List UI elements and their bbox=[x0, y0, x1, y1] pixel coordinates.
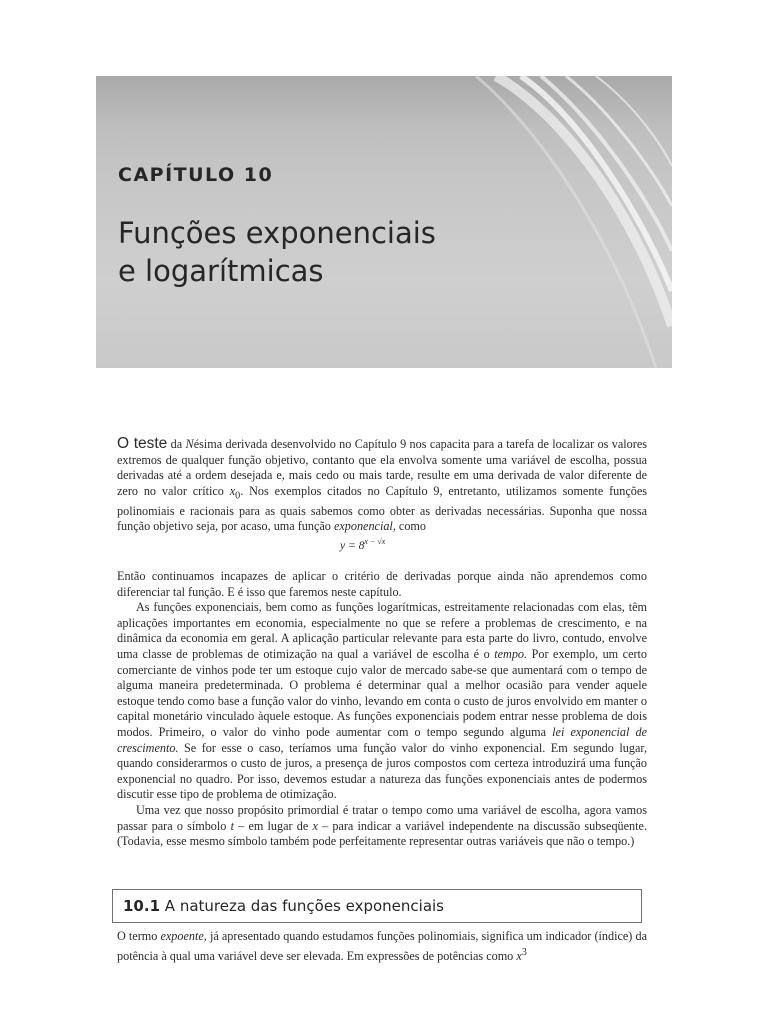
paragraph-3 bbox=[117, 600, 647, 803]
intro-lead: O teste bbox=[117, 435, 168, 452]
main-paragraphs bbox=[117, 569, 647, 850]
chapter-title-line-1: Funções exponenciais bbox=[118, 216, 436, 250]
intro-paragraph bbox=[117, 436, 647, 535]
intro-text-d: como bbox=[395, 519, 426, 534]
paragraph-4-x-symbol: x bbox=[312, 818, 318, 833]
chapter-title bbox=[118, 214, 478, 290]
paragraph-4-text-b: – em lugar de bbox=[233, 818, 313, 833]
paragraph-2: Então continuamos incapazes de aplicar o critério de derivadas porque ainda não aprendemos como diferenciar tal função. E é isso que faremos neste capítulo. bbox=[117, 569, 647, 599]
intro-text-c: . Nos exemplos citados no Capítulo 9, entretanto, utilizamos somente funções polinomiais e racionais para as quais sabemos como obter as derivadas necessárias. Suponha que nossa função objetivo seja, por acaso, uma função bbox=[117, 483, 647, 534]
intro-x0-symbol: x bbox=[229, 483, 236, 498]
intro-text-b: ésima derivada desenvolvido no Capítulo 9 nos capacita para a tarefa de localizar os valores extremos de qualquer função objetivo, contanto que ela envolva somente uma variável de escolha, possua derivadas até a ordem desejada e, mais cedo ou mais tarde, resulte em uma derivada de valor diferente de zero no valor crítico bbox=[117, 437, 647, 498]
section-opening-paragraph bbox=[117, 929, 647, 964]
paragraph-3-text-a: As funções exponenciais, bem como as funções logarítmicas, estreitamente relacionadas com elas, têm aplicações importantes em economia, especialmente no que se refere a problemas de crescimento, e na dinâmica da economia em geral. A aplicação particular relevante para esta parte do livro, contudo, envolve uma classe de problemas de otimização na qual a variável de escolha é o bbox=[117, 600, 647, 661]
paragraph-4-text-a: Uma vez que nosso propósito primordial é tratar o tempo como uma variável de escolha, agora vamos passar para o símbolo bbox=[117, 802, 647, 833]
section-title bbox=[123, 897, 444, 915]
paragraph-3-text-b: Por exemplo, um certo comerciante de vinhos pode ter um estoque cujo valor de mercado sabe-se que aumentará com o tempo de alguma maneira predeterminada. O problema é determinar qual a melhor ocasião para vender aquele estoque tendo como base a função valor do vinho, levando em conta o custo de juros envolvido em manter o capital monetário vinculado àquele estoque. As funções exponenciais podem entrar nesse problema de dois modos. Primeiro, o valor do vinho pode aumentar com o tempo segundo alguma bbox=[117, 646, 648, 739]
paragraph-3-law-emphasis: lei exponencial de crescimento. bbox=[117, 724, 647, 755]
equation-exponent: x − √x bbox=[364, 537, 386, 546]
section-text-a: O termo bbox=[117, 929, 161, 943]
paragraph-4-t-symbol: t bbox=[230, 818, 234, 833]
section-x-symbol: x bbox=[516, 948, 522, 963]
section-x-superscript: 3 bbox=[521, 946, 527, 958]
paragraph-4-text-c: – para indicar a variável independente na discussão subseqüente. (Todavia, esse mesmo símbolo também pode perfeitamente representar outras variáveis que não o tempo.) bbox=[117, 818, 647, 849]
intro-exponential-emphasis: exponencial, bbox=[333, 519, 396, 534]
section-expoente-emphasis: expoente, bbox=[160, 929, 207, 943]
paragraph-3-text-c: Se for esse o caso, teríamos uma função valor do vinho exponencial. Em segundo lugar, quando considerarmos o custo de juros, a presença de juros compostos com certeza introduzirá uma função exponencial no quadro. Por isso, devemos estudar a natureza das funções exponenciais antes de podermos discutir esse tipo de problema de otimização. bbox=[117, 740, 647, 802]
equation-lhs: y = 8 bbox=[340, 539, 365, 552]
section-number: 10.1 bbox=[123, 897, 161, 915]
chapter-title-line-2: e logarítmicas bbox=[118, 254, 324, 288]
paragraph-4 bbox=[117, 803, 647, 850]
section-title-text: A natureza das funções exponenciais bbox=[160, 897, 444, 915]
paragraph-3-tempo-emphasis: tempo. bbox=[494, 646, 528, 661]
intro-n-symbol: N bbox=[185, 437, 194, 451]
intro-x0-subscript: 0 bbox=[235, 490, 241, 502]
section-heading-box bbox=[112, 889, 642, 923]
chapter-label: CAPÍTULO 10 bbox=[118, 164, 274, 186]
intro-text-a: da bbox=[167, 437, 186, 451]
equation bbox=[340, 537, 385, 552]
section-text-b: já apresentado quando estudamos funções polinomiais, significa um indicador (índice) da potência à qual uma variável deve ser elevada. Em expressões de potências como bbox=[117, 929, 647, 963]
